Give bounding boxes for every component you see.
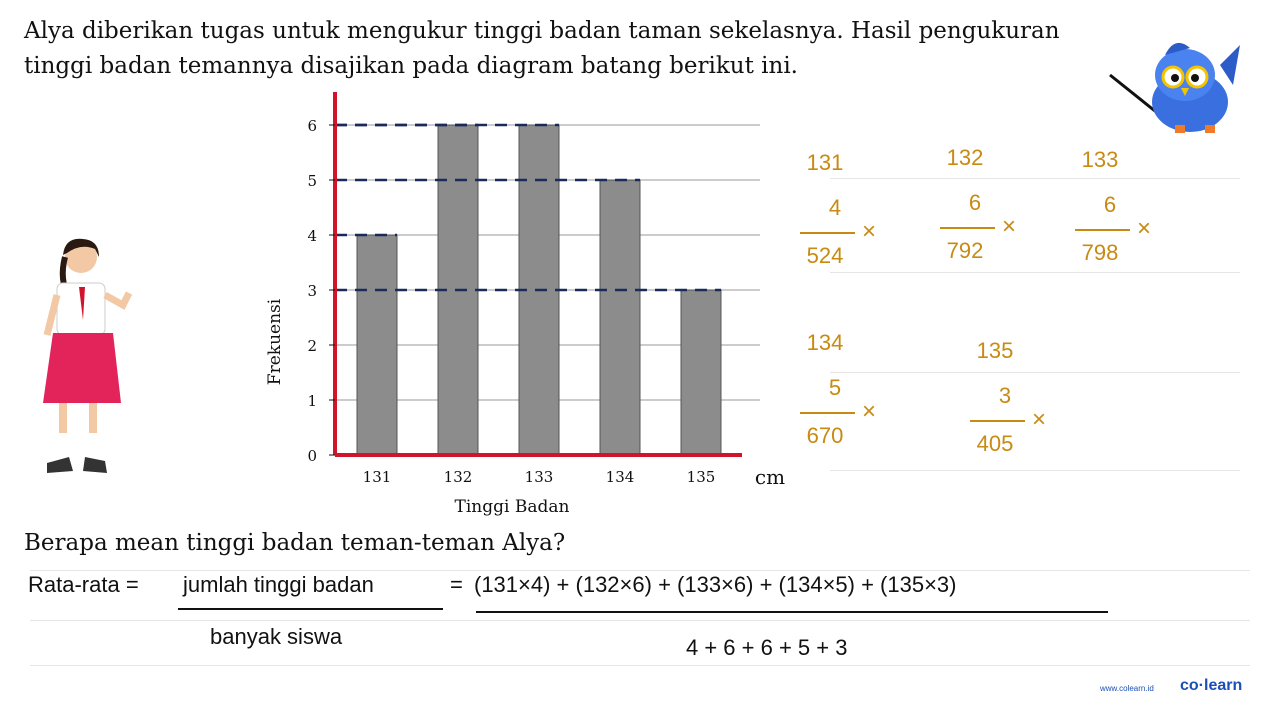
- frequency-value: 3: [998, 383, 1012, 408]
- height-value: 132: [946, 145, 984, 170]
- frequency-value: 6: [1103, 192, 1117, 217]
- y-tick-label: 3: [307, 282, 317, 300]
- ruled-line: [830, 272, 1240, 273]
- ruled-line: [30, 570, 1250, 571]
- x-axis-label: Tinggi Badan: [454, 497, 570, 517]
- multiply-sign: ×: [1137, 215, 1152, 242]
- product-value: 792: [946, 238, 984, 263]
- bar-chart: [250, 82, 800, 522]
- x-tick-label: 132: [443, 468, 473, 486]
- frequency-value: 6: [968, 190, 982, 215]
- fraction-bar: [970, 420, 1025, 422]
- y-tick-label: 0: [307, 447, 317, 465]
- y-axis-label: Frekuensi: [265, 298, 285, 386]
- x-tick-label: 134: [605, 468, 635, 486]
- product-value: 798: [1081, 240, 1119, 265]
- y-tick-label: 2: [307, 337, 317, 355]
- fraction-bar-expr: [476, 611, 1108, 613]
- product-value: 670: [806, 423, 844, 448]
- question-2: Berapa mean tinggi badan teman-teman Alya?: [24, 530, 566, 556]
- x-tick-labels: [363, 468, 716, 486]
- x-tick-label: 135: [686, 468, 716, 486]
- ruled-line: [830, 178, 1240, 179]
- formula-denominator-expr: 4 + 6 + 6 + 5 + 3: [686, 635, 848, 660]
- ruled-line: [830, 372, 1240, 373]
- y-tick-label: 4: [307, 227, 317, 245]
- height-value: 133: [1081, 147, 1119, 172]
- fraction-bar: [800, 412, 855, 414]
- multiply-sign: ×: [1032, 406, 1047, 433]
- formula-numerator-words: jumlah tinggi badan: [183, 572, 374, 597]
- fraction-bar-words: [178, 608, 443, 610]
- x-tick-label: 133: [524, 468, 554, 486]
- footer-url: www.colearn.id: [1100, 684, 1154, 693]
- product-value: 524: [806, 243, 844, 268]
- multiply-sign: ×: [1002, 213, 1017, 240]
- y-tick-label: 6: [307, 117, 317, 135]
- y-tick-labels: [307, 117, 335, 465]
- multiply-sign: ×: [862, 218, 877, 245]
- fraction-bar: [800, 232, 855, 234]
- product-value: 405: [976, 431, 1014, 456]
- bar: [357, 235, 397, 455]
- ruled-line: [30, 620, 1250, 621]
- ruled-line: [30, 665, 1250, 666]
- formula-denominator-words: banyak siswa: [210, 624, 343, 649]
- colearn-logo: co·learn: [1180, 677, 1243, 694]
- height-value: 131: [806, 150, 844, 175]
- bar: [600, 180, 640, 455]
- height-value: 135: [976, 338, 1014, 363]
- frequency-value: 5: [828, 375, 842, 400]
- question-line-2: tinggi badan temannya disajikan pada diagram batang berikut ini.: [24, 53, 798, 79]
- formula-lhs: Rata-rata =: [28, 572, 139, 597]
- frequency-value: 4: [828, 195, 842, 220]
- bird-mascot-icon: [1105, 30, 1255, 140]
- fraction-bar: [1075, 229, 1130, 231]
- y-tick-label: 1: [307, 392, 317, 410]
- formula-numerator-expr: (131×4) + (132×6) + (133×6) + (134×5) + (135×3): [474, 572, 957, 597]
- ruled-line: [830, 470, 1240, 471]
- fraction-bar: [940, 227, 995, 229]
- y-tick-label: 5: [307, 172, 317, 190]
- bar: [681, 290, 721, 455]
- girl-illustration-icon: [35, 235, 145, 485]
- height-value: 134: [806, 330, 844, 355]
- x-tick-label: 131: [362, 468, 392, 486]
- x-axis-unit: cm: [754, 465, 786, 489]
- question-line-1: Alya diberikan tugas untuk mengukur tinggi badan taman sekelasnya. Hasil pengukuran: [24, 18, 1060, 44]
- formula-equals: =: [450, 572, 463, 597]
- question-text: [24, 14, 1114, 84]
- multiply-sign: ×: [862, 398, 877, 425]
